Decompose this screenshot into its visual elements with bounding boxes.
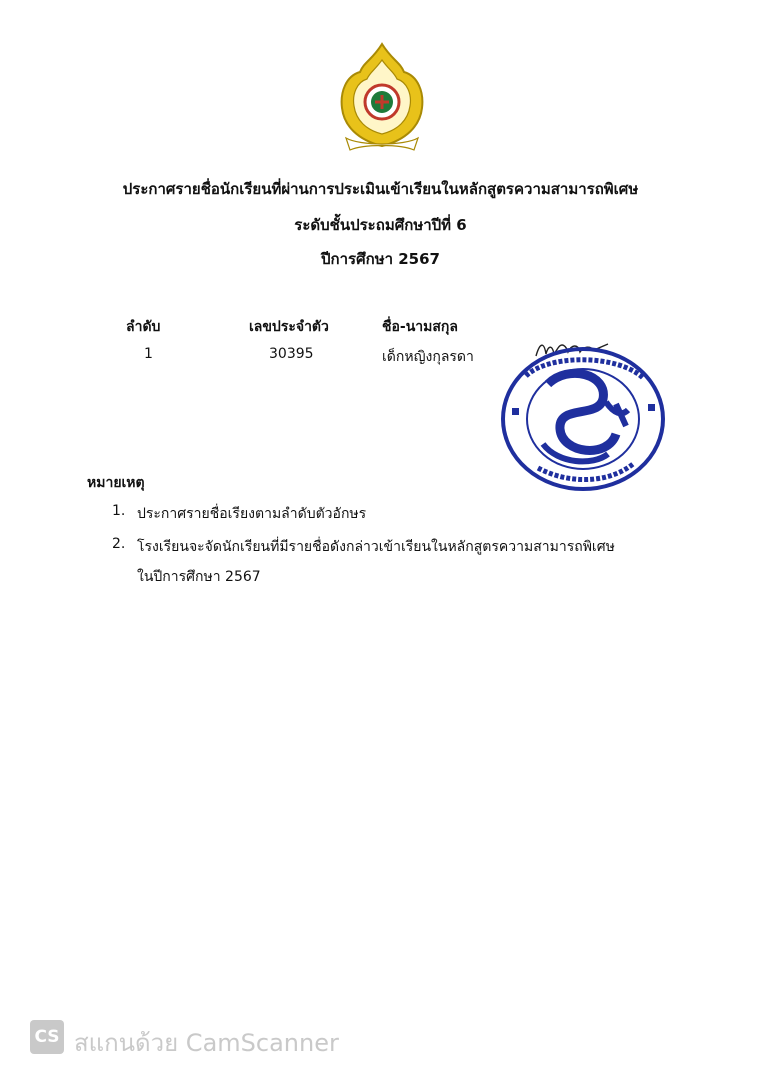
school-emblem-logo — [334, 42, 430, 154]
column-header-full-name: ชื่อ-นามสกุล — [382, 319, 458, 335]
grade-level-subtitle: ระดับชั้นประถมศึกษาปีที่ 6 — [294, 216, 467, 234]
note-2-continuation: ในปีการศึกษา 2567 — [137, 569, 261, 585]
notes-heading: หมายเหตุ — [87, 475, 145, 491]
school-seal-stamp — [498, 344, 668, 494]
row-student-id: 30395 — [269, 346, 314, 362]
academic-year-subtitle: ปีการศึกษา 2567 — [321, 250, 440, 268]
row-student-name: เด็กหญิงกุลรดา — [382, 349, 474, 365]
row-order-number: 1 — [144, 346, 153, 362]
note-1-text: ประกาศรายชื่อเรียงตามลำดับตัวอักษร — [137, 506, 367, 522]
note-1-number: 1. — [112, 503, 126, 519]
column-header-order: ลำดับ — [126, 319, 161, 335]
camscanner-watermark: สแกนด้วย CamScanner — [74, 1029, 339, 1057]
column-header-student-id: เลขประจำตัว — [249, 319, 329, 335]
camscanner-logo-icon: CS — [30, 1020, 64, 1054]
note-2-text: โรงเรียนจะจัดนักเรียนที่มีรายชื่อดังกล่าวเข้าเรียนในหลักสูตรความสามารถพิเศษ — [137, 539, 615, 555]
note-2-number: 2. — [112, 536, 126, 552]
announcement-title: ประกาศรายชื่อนักเรียนที่ผ่านการประเมินเข้าเรียนในหลักสูตรความสามารถพิเศษ — [122, 180, 639, 198]
